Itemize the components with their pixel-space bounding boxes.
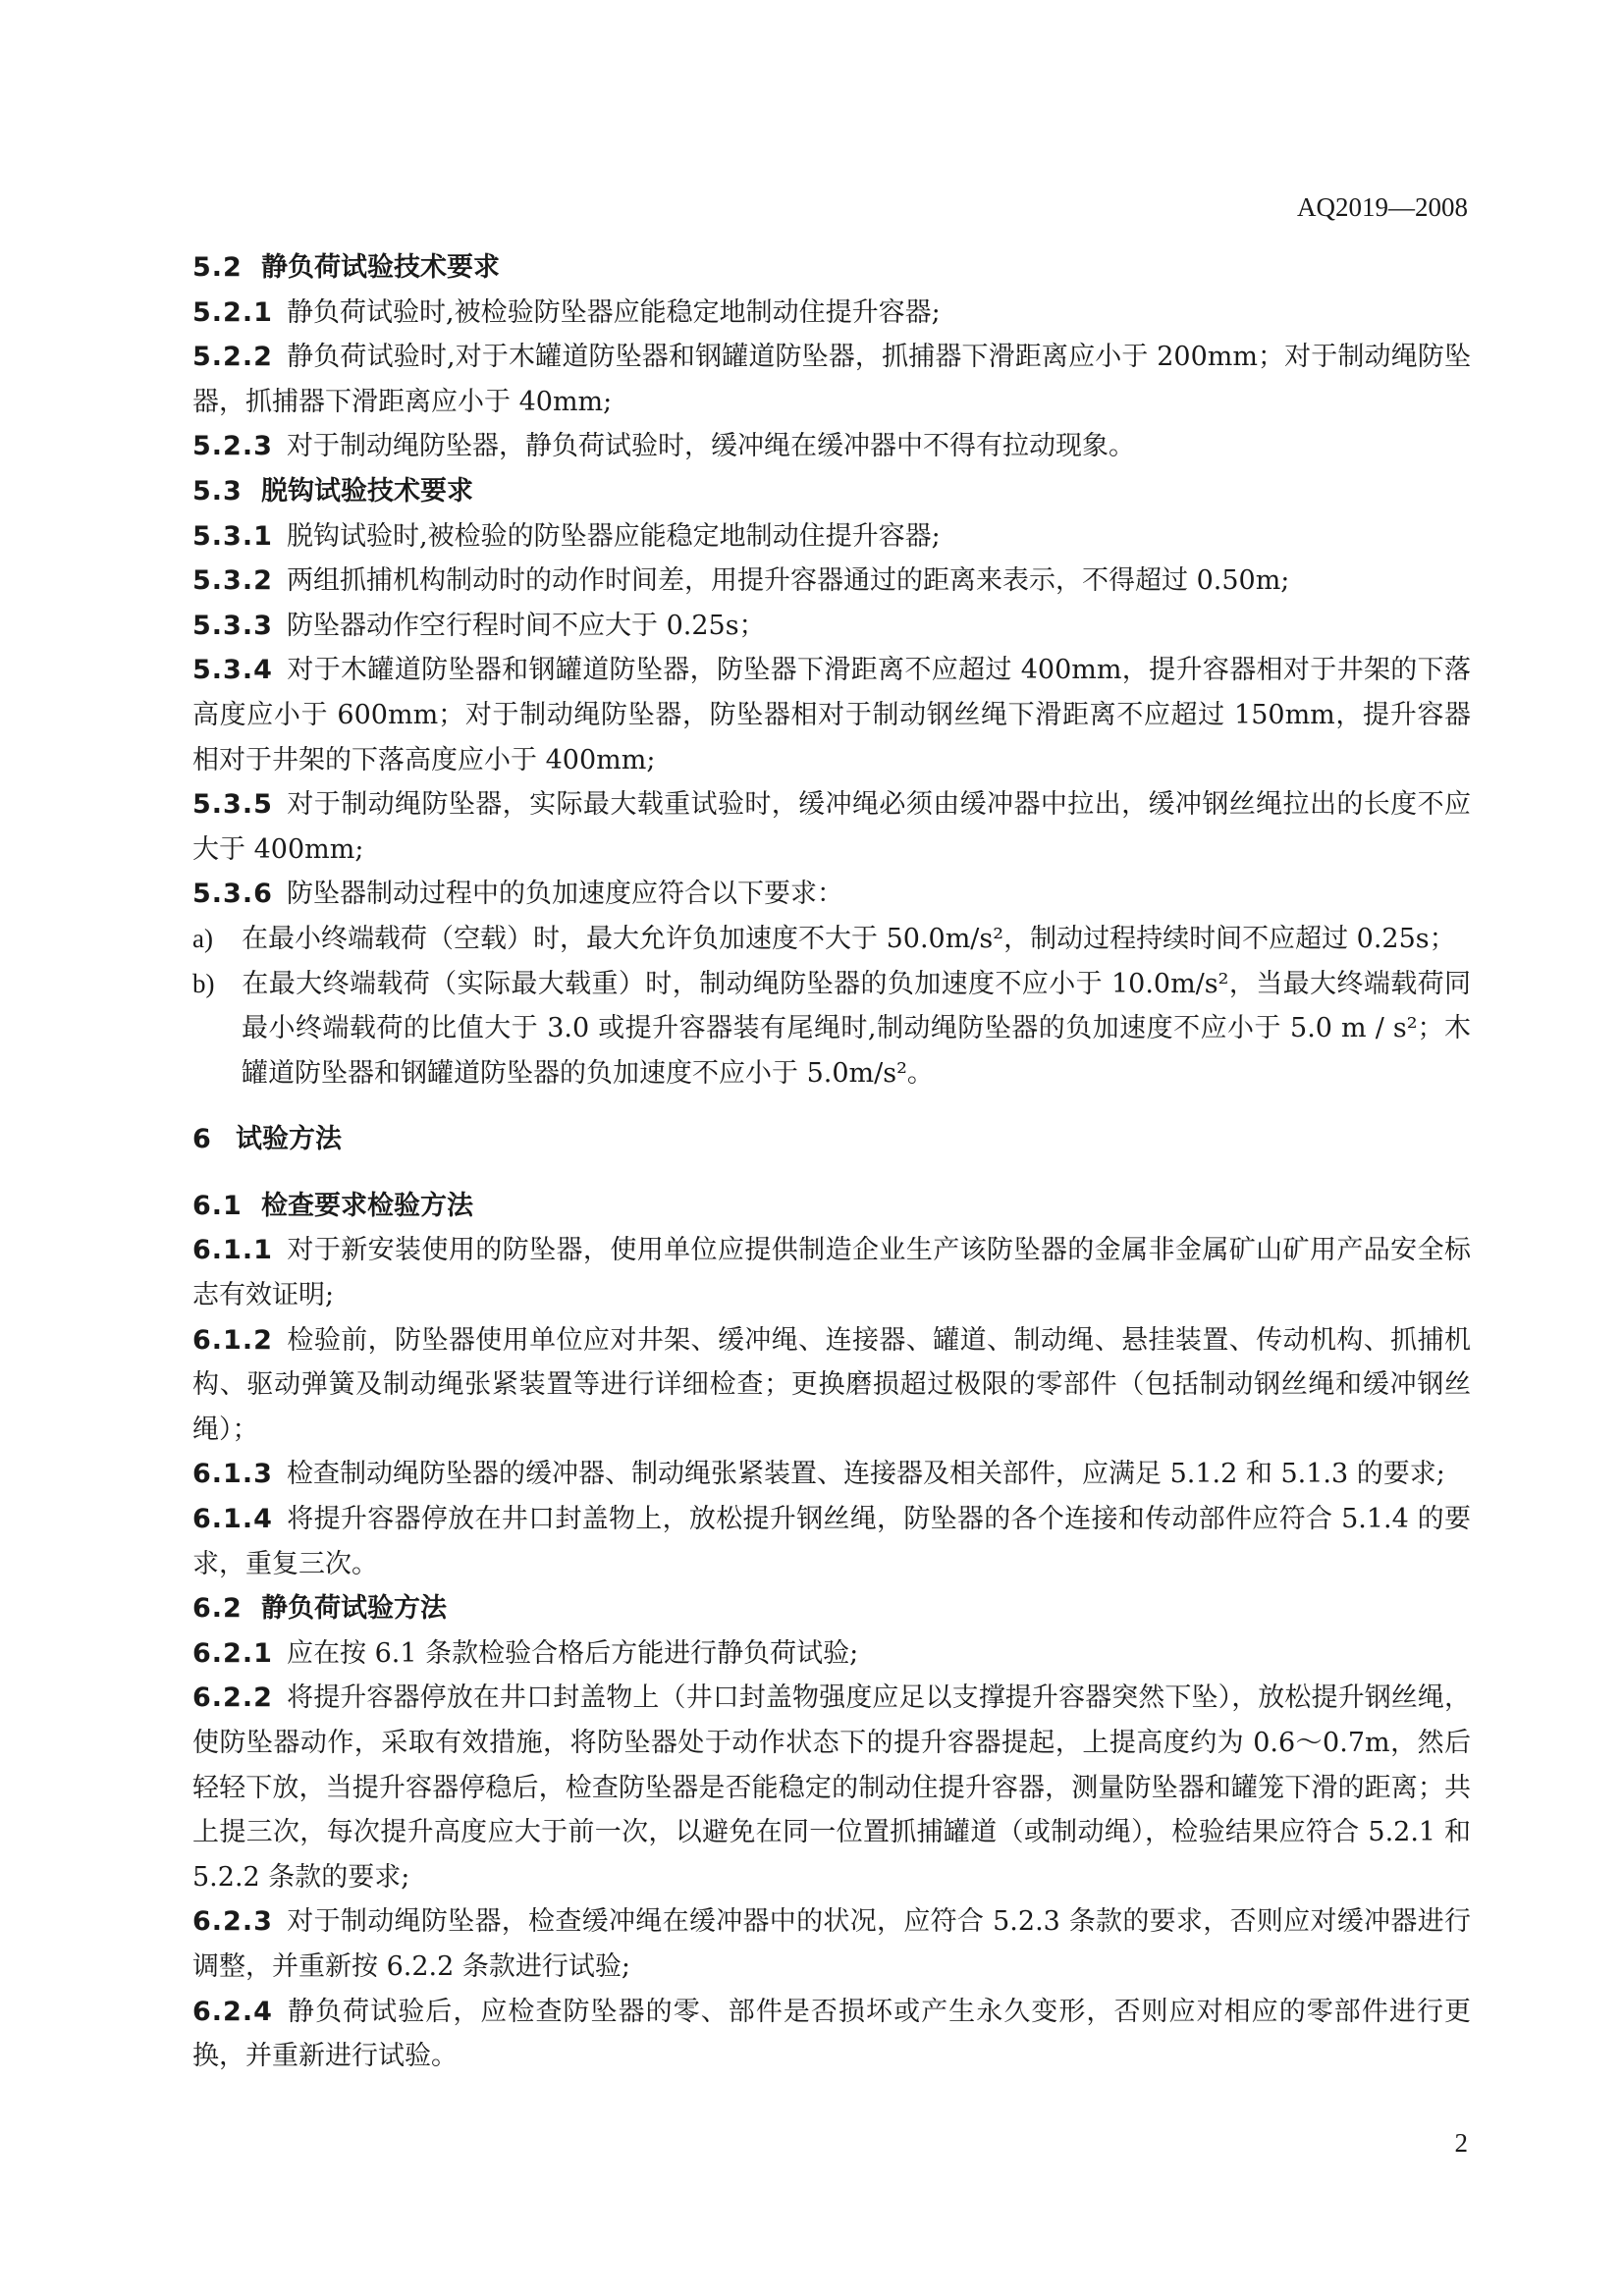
section-6-title: 6 试验方法: [192, 1124, 342, 1155]
heading-6-2: 6.2 静负荷试验方法: [192, 1593, 447, 1625]
clause-6-1-1: 6.1.1 对于新安装使用的防坠器，使用单位应提供制造企业生产该防坠器的金属非金属矿山矿用产品安全标志有效证明;: [192, 1235, 1471, 1311]
heading-6-1: 6.1 检查要求检验方法: [192, 1190, 473, 1221]
heading-5-3: 5.3 脱钩试验技术要求: [192, 475, 473, 507]
clause-6-2-1: 6.2.1 应在按 6.1 条款检验合格后方能进行静负荷试验;: [192, 1637, 859, 1669]
document-body: [192, 245, 1471, 2079]
list-item-b: b) 在最大终端载荷（实际最大载重）时，制动绳防坠器的负加速度不应小于 10.0m/s²，当最大终端载荷同最小终端载荷的比值大于 3.0 或提升容器装有尾绳时,制动绳防坠器的负加速度不应小于 5.0 m / s²；木罐道防坠器和钢罐道防坠器的负加速度不应小于 5.0m/s²。: [192, 968, 1471, 1089]
clause-6-1-3: 6.1.3 检查制动绳防坠器的缓冲器、制动绳张紧装置、连接器及相关部件，应满足 5.1.2 和 5.1.3 的要求;: [192, 1459, 1445, 1490]
clause-5-2-1: 5.2.1 静负荷试验时,被检验防坠器应能稳定地制动住提升容器;: [192, 296, 941, 328]
clause-6-2-2: 6.2.2 将提升容器停放在井口封盖物上（井口封盖物强度应足以支撑提升容器突然下坠），放松提升钢丝绳，使防坠器动作，采取有效措施，将防坠器处于动作状态下的提升容器提起，上提高度约为 0.6～0.7m，然后轻轻下放，当提升容器停稳后，检查防坠器是否能稳定的制动住提升容器，测量防坠器和罐笼下滑的距离；共上提三次，每次提升高度应大于前一次，以避免在同一位置抓捕罐道（或制动绳），检验结果应符合 5.2.1 和 5.2.2 条款的要求;: [192, 1682, 1471, 1893]
heading-5-2: 5.2 静负荷试验技术要求: [192, 252, 500, 283]
page-number: 2: [1454, 2128, 1468, 2158]
clause-6-2-3: 6.2.3 对于制动绳防坠器，检查缓冲绳在缓冲器中的状况，应符合 5.2.3 条款的要求，否则应对缓冲器进行调整，并重新按 6.2.2 条款进行试验;: [192, 1906, 1471, 1982]
clause-5-3-3: 5.3.3 防坠器动作空行程时间不应大于 0.25s；: [192, 610, 766, 641]
clause-5-3-5: 5.3.5 对于制动绳防坠器，实际最大载重试验时，缓冲绳必须由缓冲器中拉出，缓冲钢丝绳拉出的长度不应大于 400mm;: [192, 789, 1471, 865]
clause-6-1-2: 6.1.2 检验前，防坠器使用单位应对井架、缓冲绳、连接器、罐道、制动绳、悬挂装置、传动机构、抓捕机构、驱动弹簧及制动绳张紧装置等进行详细检查；更换磨损超过极限的零部件（包括制动钢丝绳和缓冲钢丝绳）；: [192, 1324, 1471, 1445]
clause-5-3-6: 5.3.6 防坠器制动过程中的负加速度应符合以下要求：: [192, 879, 843, 910]
clause-5-3-2: 5.3.2 两组抓捕机构制动时的动作时间差，用提升容器通过的距离来表示，不得超过 0.50m;: [192, 565, 1290, 597]
clause-5-3-4: 5.3.4 对于木罐道防坠器和钢罐道防坠器，防坠器下滑距离不应超过 400mm，提升容器相对于井架的下落高度应小于 600mm；对于制动绳防坠器，防坠器相对于制动钢丝绳下滑距离不应超过 150mm，提升容器相对于井架的下落高度应小于 400mm;: [192, 655, 1471, 775]
clause-5-2-3: 5.2.3 对于制动绳防坠器，静负荷试验时，缓冲绳在缓冲器中不得有拉动现象。: [192, 431, 1135, 462]
list-item-a: a) 在最小终端载荷（空载）时，最大允许负加速度不大于 50.0m/s²，制动过程持续时间不应超过 0.25s；: [192, 923, 1456, 954]
document-code: AQ2019—2008: [1297, 192, 1468, 222]
clause-6-2-4: 6.2.4 静负荷试验后，应检查防坠器的零、部件是否损坏或产生永久变形，否则应对相应的零部件进行更换，并重新进行试验。: [192, 1996, 1471, 2072]
clause-5-2-2: 5.2.2 静负荷试验时,对于木罐道防坠器和钢罐道防坠器，抓捕器下滑距离应小于 200mm；对于制动绳防坠器，抓捕器下滑距离应小于 40mm;: [192, 342, 1471, 417]
clause-6-1-4: 6.1.4 将提升容器停放在井口封盖物上，放松提升钢丝绳，防坠器的各个连接和传动部件应符合 5.1.4 的要求，重复三次。: [192, 1504, 1471, 1579]
clause-5-3-1: 5.3.1 脱钩试验时,被检验的防坠器应能稳定地制动住提升容器;: [192, 520, 941, 552]
